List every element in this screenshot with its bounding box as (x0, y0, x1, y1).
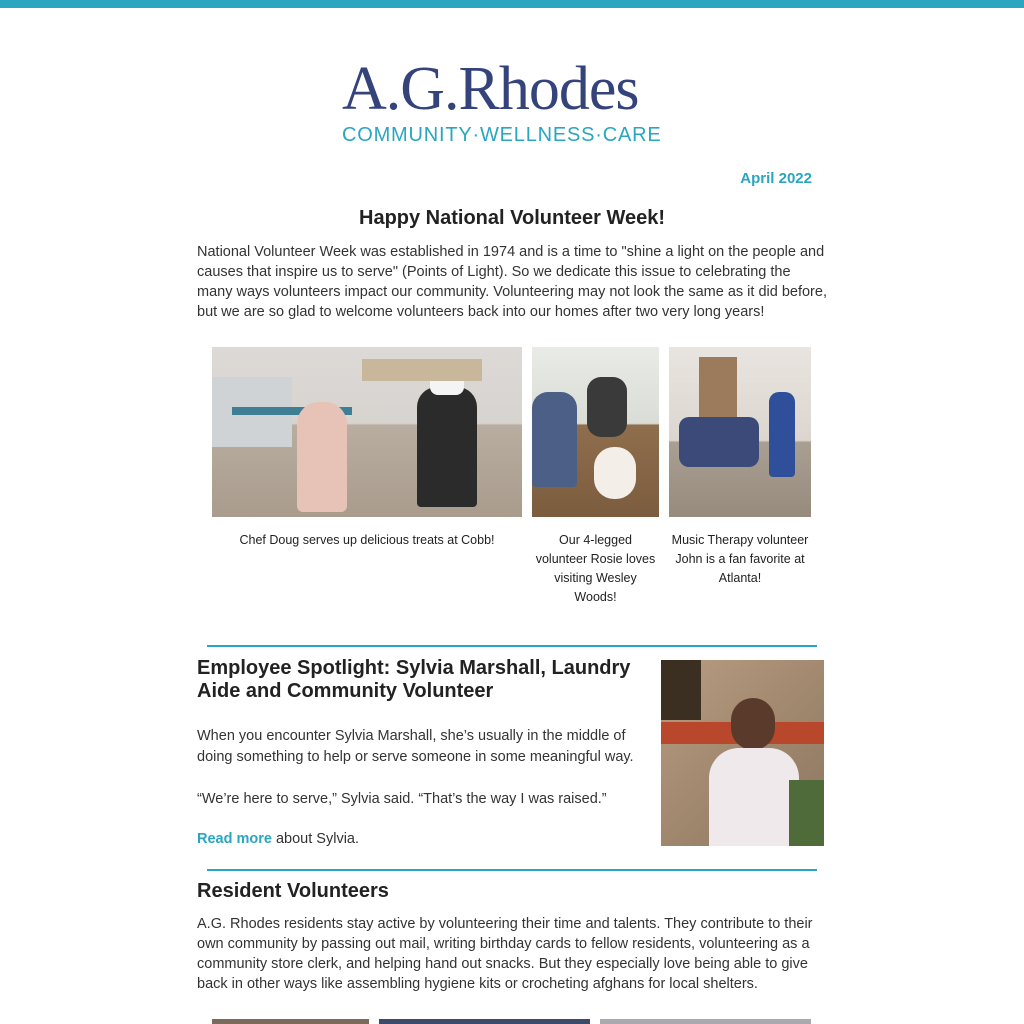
photo-detail (789, 780, 824, 846)
photo-caption: Our 4-legged volunteer Rosie loves visiting Wesley Woods! (535, 533, 656, 604)
logo-wordmark: A.G.Rhodes (342, 55, 639, 123)
logo-tagline: COMMUNITY·WELLNESS·CARE (342, 124, 662, 146)
spotlight-quote: “We’re here to serve,” Sylvia said. “That’s the way I was raised.” (197, 791, 607, 807)
photo-person (297, 402, 347, 512)
spotlight-paragraph: When you encounter Sylvia Marshall, she’s usually in the middle of doing something to help or serve someone in some meaningful way. (197, 728, 634, 765)
photo-caption: Music Therapy volunteer John is a fan favorite at Atlanta! (671, 533, 809, 585)
photo-caption: Chef Doug serves up delicious treats at Cobb! (239, 533, 495, 547)
section-divider (207, 869, 817, 871)
top-accent-bar (0, 0, 1024, 8)
intro-headline: Happy National Volunteer Week! (359, 207, 665, 229)
spotlight-title: Employee Spotlight: Sylvia Marshall, Laundry Aide and Community Volunteer (197, 657, 631, 702)
photo-person (769, 392, 795, 477)
photo-dog (594, 447, 636, 499)
photo-person (679, 417, 759, 467)
photo-detail (362, 359, 482, 381)
photo-person (731, 698, 775, 750)
residents-title: Resident Volunteers (197, 880, 389, 902)
residents-paragraph: A.G. Rhodes residents stay active by volunteering their time and talents. They contribute to their own community by passing out mail, writing birthday cards to fellow residents, volunteering as a community store clerk, and helping hand out snacks. But they especially love being able to give back in other ways like assembling hygiene kits or crocheting afghans for local shelters. (197, 916, 813, 992)
issue-date: April 2022 (740, 170, 812, 187)
section-divider (207, 645, 817, 647)
photo-resident-2[interactable] (379, 1019, 590, 1024)
read-more-suffix: about Sylvia. (271, 831, 360, 847)
photo-music-therapy[interactable] (669, 347, 811, 517)
intro-paragraph: National Volunteer Week was established in 1974 and is a time to "shine a light on the people and causes that inspire us to serve" (Points of Light). So we dedicate this issue to celebrating the many ways volunteers impact our community. Volunteering may not look the same as it did before, but we are so glad to welcome volunteers back into our homes after two very long years! (197, 244, 827, 320)
photo-person (532, 392, 577, 487)
brand-logo[interactable] (342, 55, 684, 150)
photo-person (417, 387, 477, 507)
photo-person (709, 748, 799, 846)
photo-sylvia-marshall[interactable] (661, 660, 824, 846)
photo-resident-1[interactable] (212, 1019, 369, 1024)
photo-chef-doug[interactable] (212, 347, 522, 517)
photo-person (587, 377, 627, 437)
photo-resident-3[interactable] (600, 1019, 811, 1024)
read-more-link[interactable]: Read more (197, 831, 272, 847)
photo-rosie-dog[interactable] (532, 347, 659, 517)
photo-detail (661, 660, 701, 720)
